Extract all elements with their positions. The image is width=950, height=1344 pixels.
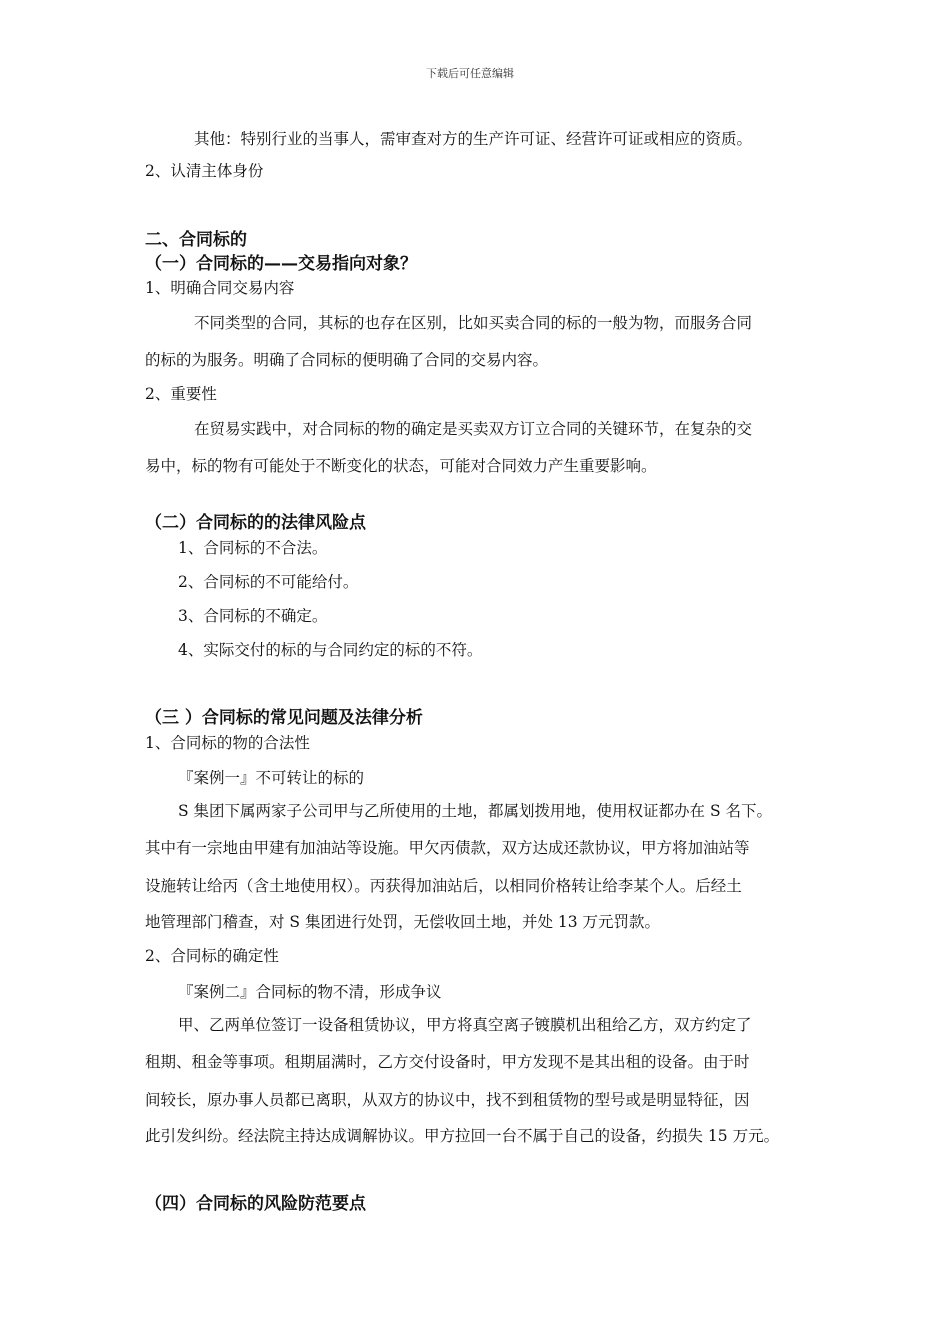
case-title: 『案例一』不可转让的标的 [178,769,365,787]
paragraph-line: 地管理部门稽查，对 S 集团进行处罚，无偿收回土地，并处 13 万元罚款。 [145,913,661,931]
paragraph-line: 租期、租金等事项。租期届满时，乙方交付设备时，甲方发现不是其出租的设备。由于时 [145,1053,750,1071]
text-line: 2、合同标的确定性 [145,947,279,965]
paragraph-line: 甲、乙两单位签订一设备租赁协议，甲方将真空离子镀膜机出租给乙方，双方约定了 [178,1016,752,1034]
paragraph-line: 其中有一宗地由甲建有加油站等设施。甲欠丙债款，双方达成还款协议，甲方将加油站等 [145,839,750,857]
subsection-heading: （四）合同标的风险防范要点 [145,1194,366,1214]
paragraph-line: 的标的为服务。明确了合同标的便明确了合同的交易内容。 [145,351,549,369]
paragraph-line: 此引发纠纷。经法院主持达成调解协议。甲方拉回一台不属于自己的设备，约损失 15 万元。 [145,1127,780,1145]
page-header: 下载后可任意编辑 [426,67,514,80]
text-line: 1、合同标的物的合法性 [145,734,310,752]
subsection-heading: （三 ）合同标的常见问题及法律分析 [145,708,423,728]
list-item: 4、实际交付的标的与合同约定的标的不符。 [178,641,483,659]
subsection-heading: （二）合同标的的法律风险点 [145,513,366,533]
list-item: 3、合同标的不确定。 [178,607,328,625]
paragraph-line: S 集团下属两家子公司甲与乙所使用的土地，都属划拨用地，使用权证都办在 S 名下。 [178,802,773,820]
text-line: 2、重要性 [145,385,217,403]
case-title: 『案例二』合同标的物不清，形成争议 [178,983,442,1001]
paragraph-line: 在贸易实践中，对合同标的物的确定是买卖双方订立合同的关键环节，在复杂的交 [194,420,753,438]
paragraph-line: 不同类型的合同，其标的也存在区别，比如买卖合同的标的一般为物，而服务合同 [194,314,753,332]
text-line: 2、认清主体身份 [145,162,264,180]
list-item: 1、合同标的不合法。 [178,539,328,557]
paragraph-line: 设施转让给丙（含土地使用权）。丙获得加油站后，以相同价格转让给李某个人。后经土 [145,877,742,895]
text-line: 1、明确合同交易内容 [145,279,295,297]
subsection-heading: （一）合同标的——交易指向对象？ [145,254,417,274]
paragraph-line: 间较长，原办事人员都已离职，从双方的协议中，找不到租赁物的型号或是明显特征，因 [145,1091,750,1109]
text-line: 其他：特别行业的当事人，需审查对方的生产许可证、经营许可证或相应的资质。 [194,130,753,148]
paragraph-line: 易中，标的物有可能处于不断变化的状态，可能对合同效力产生重要影响。 [145,457,657,475]
list-item: 2、合同标的不可能给付。 [178,573,359,591]
section-heading: 二、合同标的 [145,230,247,250]
